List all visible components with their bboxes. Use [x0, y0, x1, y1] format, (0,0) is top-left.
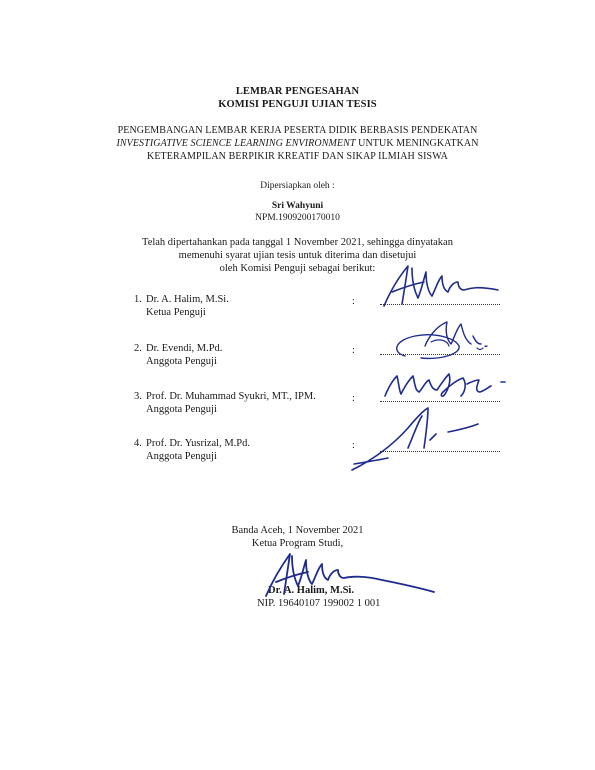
examiner-3-colon: : — [352, 393, 355, 404]
signature-examiner-3 — [383, 362, 513, 402]
thesis-title-line-2 — [0, 138, 595, 149]
approval-nip: NIP. 19640107 199002 1 001 — [257, 598, 381, 609]
signature-approval — [262, 548, 442, 598]
author-npm: NPM.1909200170010 — [255, 213, 340, 223]
approval-place-date: Banda Aceh, 1 November 2021 — [231, 525, 364, 536]
examiner-2-role: Anggota Penguji — [146, 356, 217, 367]
thesis-title-line-1: PENGEMBANGAN LEMBAR KERJA PESERTA DIDIK BERBASIS PENDEKATAN — [117, 125, 478, 136]
examiner-2-number: 2. — [134, 343, 142, 354]
thesis-title-italic: INVESTIGATIVE SCIENCE LEARNING ENVIRONMENT — [116, 138, 356, 149]
approval-position: Ketua Program Studi, — [251, 538, 344, 549]
examiner-1-number: 1. — [134, 294, 142, 305]
examiner-3-name: Prof. Dr. Muhammad Syukri, MT., IPM. — [146, 391, 316, 402]
examiner-3-number: 3. — [134, 391, 142, 402]
examiner-1-role: Ketua Penguji — [146, 307, 206, 318]
thesis-title-rest: UNTUK MENINGKATKAN — [355, 138, 479, 149]
author-name: Sri Wahyuni — [271, 201, 324, 211]
defense-text-line-3: oleh Komisi Penguji sebagai berikut: — [219, 263, 376, 274]
signature-examiner-1 — [378, 262, 508, 312]
examiner-4-role: Anggota Penguji — [146, 451, 217, 462]
defense-text-line-1: Telah dipertahankan pada tanggal 1 November 2021, sehingga dinyatakan — [142, 237, 453, 248]
defense-text-line-2: memenuhi syarat ujian tesis untuk diterima dan disetujui — [178, 250, 417, 261]
examiner-4-colon: : — [352, 440, 355, 451]
examiner-2-colon: : — [352, 345, 355, 356]
examiner-4-number: 4. — [134, 438, 142, 449]
signature-examiner-4 — [348, 404, 488, 474]
document-subtitle: KOMISI PENGUJI UJIAN TESIS — [218, 99, 377, 110]
examiner-4-name: Prof. Dr. Yusrizal, M.Pd. — [146, 438, 251, 449]
signature-examiner-2 — [385, 316, 505, 366]
examiner-1-colon: : — [352, 296, 355, 307]
prepared-by-label: Dipersiapkan oleh : — [260, 181, 335, 191]
examiner-3-role: Anggota Penguji — [146, 404, 217, 415]
examiner-1-name: Dr. A. Halim, M.Si. — [146, 294, 229, 305]
document-title: LEMBAR PENGESAHAN — [235, 86, 360, 97]
approval-name: Dr. A. Halim, M.Si. — [268, 585, 354, 596]
thesis-title-line-3: KETERAMPILAN BERPIKIR KREATIF DAN SIKAP ILMIAH SISWA — [147, 151, 448, 162]
examiner-2-name: Dr. Evendi, M.Pd. — [146, 343, 223, 354]
